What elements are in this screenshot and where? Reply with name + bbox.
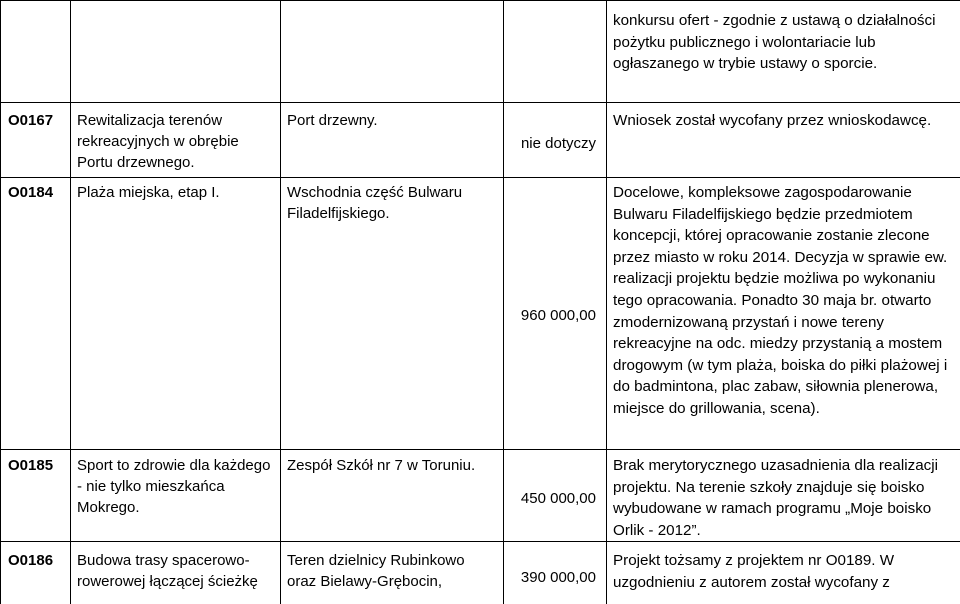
table-row <box>1 450 960 542</box>
project-name: Sport to zdrowie dla każdego - nie tylko mieszkańca Mokrego. <box>71 450 281 542</box>
project-location: Port drzewny. <box>281 103 504 178</box>
project-id <box>1 1 71 103</box>
project-id: O0186 <box>1 542 71 604</box>
project-id: O0185 <box>1 450 71 542</box>
project-location: Wschodnia część Bulwaru Filadelfijskiego. <box>281 178 504 450</box>
project-id: O0167 <box>1 103 71 178</box>
project-name <box>71 1 281 103</box>
table-row <box>1 103 960 178</box>
project-note: Projekt tożsamy z projektem nr O0189. W uzgodnieniu z autorem został wycofany z <box>607 542 960 604</box>
project-id: O0184 <box>1 178 71 450</box>
table-row <box>1 178 960 450</box>
table-row <box>1 542 960 604</box>
project-note: konkursu ofert - zgodnie z ustawą o działalności pożytku publicznego i wolontariacie lub ogłaszanego w trybie ustawy o sporcie. <box>607 1 960 103</box>
project-note: Wniosek został wycofany przez wnioskodawcę. <box>607 103 960 178</box>
project-value: nie dotyczy <box>504 103 607 178</box>
project-location: Zespół Szkół nr 7 w Toruniu. <box>281 450 504 542</box>
project-location <box>281 1 504 103</box>
table-row <box>1 1 960 103</box>
project-value: 960 000,00 <box>504 178 607 450</box>
project-note: Docelowe, kompleksowe zagospodarowanie Bulwaru Filadelfijskiego będzie przedmiotem koncepcji, której opracowanie zostanie zlecone przez miasto w roku 2014. Decyzja w sprawie ew. realizacji projektu będzie możliwa po wykonaniu tego opracowania. Ponadto 30 maja br. otwarto zmodernizowaną przystań i nowe tereny rekreacyjne na odc. miedzy przystanią a mostem drogowym (w tym plaża, boiska do piłki plażowej i do badmintona, plac zabaw, siłownia plenerowa, miejsce do grillowania, scena). <box>607 178 960 450</box>
project-value: 450 000,00 <box>504 450 607 542</box>
project-value: 390 000,00 <box>504 542 607 604</box>
project-name: Budowa trasy spacerowo-rowerowej łączącej ścieżkę <box>71 542 281 604</box>
project-name: Rewitalizacja terenów rekreacyjnych w obrębie Portu drzewnego. <box>71 103 281 178</box>
project-location: Teren dzielnicy Rubinkowo oraz Bielawy-Grębocin, <box>281 542 504 604</box>
project-note: Brak merytorycznego uzasadnienia dla realizacji projektu. Na terenie szkoły znajduje się boisko wybudowane w ramach programu „Moje boisko Orlik - 2012”. <box>607 450 960 542</box>
project-value <box>504 1 607 103</box>
project-name: Plaża miejska, etap I. <box>71 178 281 450</box>
